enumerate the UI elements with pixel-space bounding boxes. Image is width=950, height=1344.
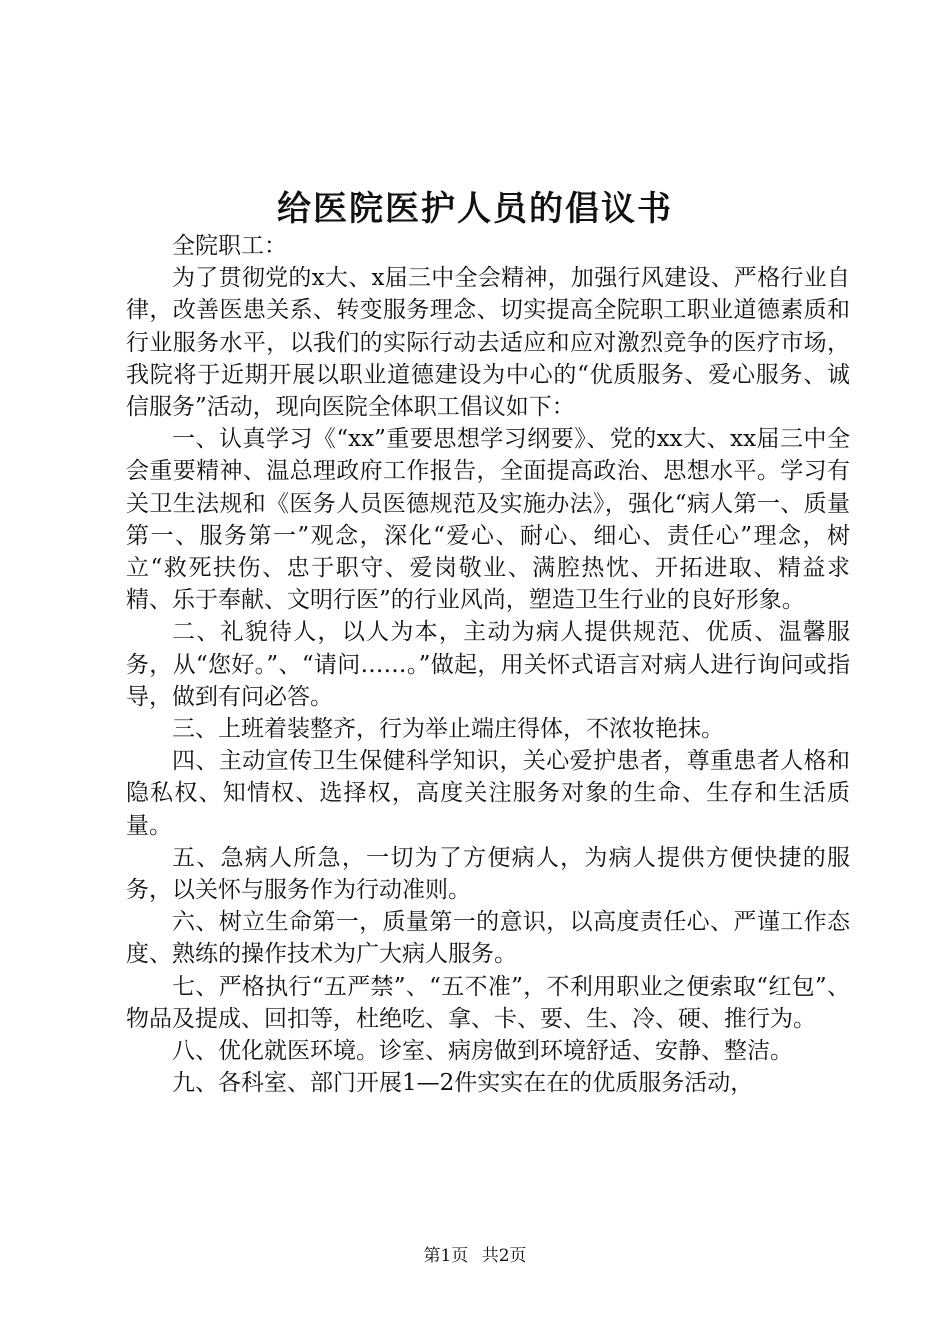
paragraph-item-6: 六、树立生命第一，质量第一的意识，以高度责任心、严谨工作态度、熟练的操作技术为广大病人服务。: [126, 909, 850, 968]
paragraph-intro: 为了贯彻党的x大、x届三中全会精神，加强行风建设、严格行业自律，改善医患关系、转变服务理念、切实提高全院职工职业道德素质和行业服务水平，以我们的实际行动去适应和应对激烈竞争的医疗市场，我院将于近期开展以职业道德建设为中心的“优质服务、爱心服务、诚信服务”活动，现向医院全体职工倡议如下：: [126, 265, 850, 421]
document-body: [126, 230, 850, 1099]
paragraph-item-3: 三、上班着装整齐，行为举止端庄得体，不浓妆艳抹。: [172, 716, 724, 743]
page-footer: [0, 1244, 950, 1268]
paragraph-item-7: 七、严格执行“五严禁”、“五不准”，不利用职业之便索取“红包”、物品及提成、回扣等，杜绝吃、拿、卡、要、生、冷、硬、推行为。: [126, 973, 850, 1032]
paragraph-item-8: 八、优化就医环境。诊室、病房做到环境舒适、安静、整洁。: [172, 1038, 793, 1065]
paragraph-item-4: 四、主动宣传卫生保健科学知识，关心爱护患者，尊重患者人格和隐私权、知情权、选择权，高度关注服务对象的生命、生存和生活质量。: [126, 748, 850, 839]
salutation: 全院职工：: [172, 233, 287, 259]
paragraph-item-9: 九、各科室、部门开展1—2件实实在在的优质服务活动，: [172, 1070, 754, 1097]
paragraph-item-1: 一、认真学习《“xx”重要思想学习纲要》、党的xx大、xx届三中全会重要精神、温总理政府工作报告，全面提高政治、思想水平。学习有关卫生法规和《医务人员医德规范及实施办法》，强化“病人第一、质量第一、服务第一”观念，深化“爱心、耐心、细心、责任心”理念，树立“救死扶伤、忠于职守、爱岗敬业、满腔热忱、开拓进取、精益求精、乐于奉献、文明行医”的行业风尚，塑造卫生行业的良好形象。: [126, 426, 850, 614]
page-total: 共2页: [481, 1246, 527, 1266]
paragraph-item-2: 二、礼貌待人，以人为本，主动为病人提供规范、优质、温馨服务，从“您好。”、“请问……。”做起，用关怀式语言对病人进行询问或指导，做到有问必答。: [126, 619, 850, 710]
document-title: 给医院医护人员的倡议书: [277, 189, 673, 229]
paragraph-item-5: 五、急病人所急，一切为了方便病人，为病人提供方便快捷的服务，以关怀与服务作为行动准则。: [126, 844, 850, 904]
page-number: 第1页: [423, 1246, 469, 1266]
